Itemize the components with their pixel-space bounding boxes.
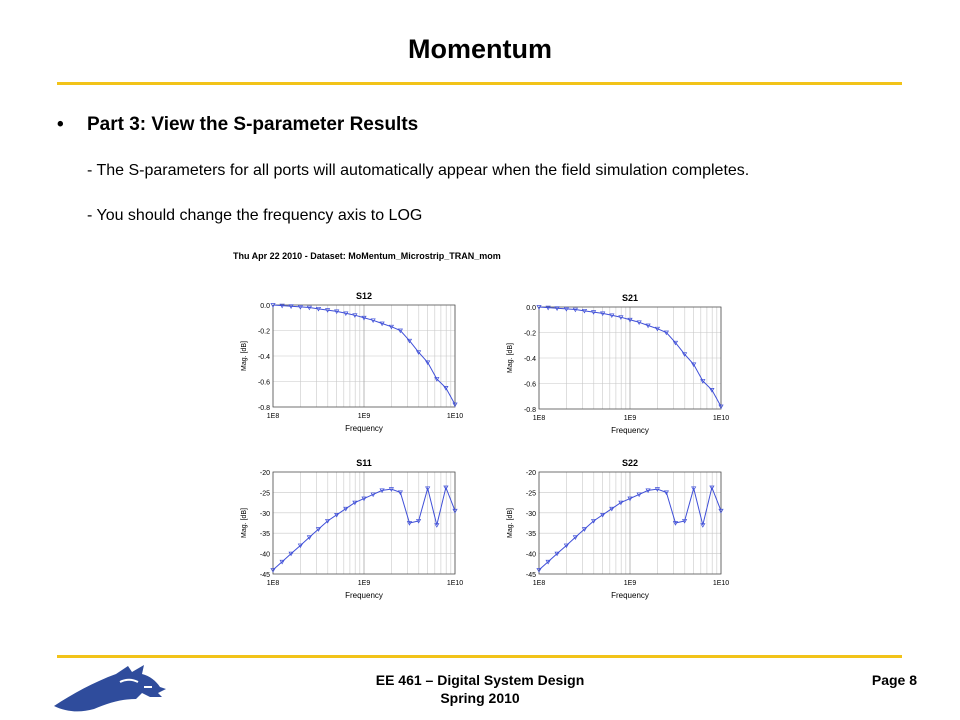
chart-s11 (218, 452, 463, 612)
x-axis-label: Frequency (345, 591, 383, 600)
x-tick-label: 1E9 (357, 413, 371, 420)
x-tick-label: 1E10 (712, 415, 730, 422)
y-axis-label: Mag. [dB] (507, 508, 514, 538)
y-tick-label: -0.2 (257, 328, 270, 336)
sub-point-1: - The S-parameters for all ports will automatically appear when the field simulation completes. (87, 162, 750, 179)
y-tick-label: -45 (525, 572, 536, 579)
chart-title: S12 (355, 291, 373, 301)
y-tick-label: -35 (259, 531, 270, 539)
y-tick-label: -0.6 (257, 379, 270, 387)
x-axis-label: Frequency (611, 591, 649, 600)
chart-s22 (484, 452, 729, 612)
bullet-dot-icon: • (57, 114, 64, 135)
title-divider (57, 82, 902, 85)
x-tick-label: 1E8 (532, 580, 546, 587)
y-tick-label: -0.4 (257, 354, 270, 361)
y-tick-label: -20 (525, 470, 536, 477)
x-tick-label: 1E10 (712, 580, 730, 587)
y-tick-label: -0.2 (523, 330, 536, 338)
x-axis-label: Frequency (611, 426, 649, 435)
y-tick-label: -0.4 (523, 356, 536, 363)
x-tick-label: 1E9 (623, 415, 637, 422)
y-tick-label: -25 (525, 490, 536, 498)
y-tick-label: 0.0 (260, 303, 270, 310)
x-tick-label: 1E8 (266, 413, 280, 420)
y-tick-label: -20 (259, 470, 270, 477)
y-tick-label: -25 (259, 490, 270, 498)
footer-term: Spring 2010 (440, 690, 520, 706)
y-tick-label: -30 (259, 510, 270, 518)
y-tick-label: -0.8 (523, 407, 536, 414)
x-tick-label: 1E9 (357, 580, 371, 587)
footer-divider (57, 655, 902, 658)
y-tick-label: -30 (525, 510, 536, 518)
chart-title: S11 (356, 458, 372, 468)
footer-course: EE 461 – Digital System Design (375, 672, 585, 688)
y-tick-label: 0.0 (526, 305, 536, 312)
x-tick-label: 1E10 (446, 580, 464, 587)
y-tick-label: -40 (259, 551, 270, 559)
page-number: Page 8 (871, 672, 917, 688)
sub-point-2: - You should change the frequency axis to LOG (87, 207, 423, 224)
x-tick-label: 1E9 (623, 580, 637, 587)
bullet-text: Part 3: View the S-parameter Results (87, 114, 419, 135)
x-tick-label: 1E8 (266, 580, 280, 587)
y-axis-label: Mag. [dB] (241, 508, 248, 538)
chart-s21 (484, 287, 729, 447)
y-tick-label: -35 (525, 531, 536, 539)
chart-title: S22 (621, 458, 639, 468)
y-tick-label: -0.6 (523, 381, 536, 389)
figure-title: Thu Apr 22 2010 - Dataset: MoMentum_Microstrip_TRAN_mom (233, 251, 501, 261)
wildcat-logo-icon (50, 660, 170, 716)
chart-title: S21 (621, 293, 639, 303)
chart-s12 (218, 285, 463, 445)
x-tick-label: 1E10 (446, 413, 464, 420)
y-tick-label: -40 (525, 551, 536, 559)
y-tick-label: -0.8 (257, 405, 270, 412)
y-axis-label: Mag. [dB] (507, 343, 514, 373)
y-tick-label: -45 (259, 572, 270, 579)
y-axis-label: Mag. [dB] (241, 341, 248, 371)
x-tick-label: 1E8 (532, 415, 546, 422)
x-axis-label: Frequency (345, 424, 383, 433)
slide-title: Momentum (408, 34, 552, 64)
